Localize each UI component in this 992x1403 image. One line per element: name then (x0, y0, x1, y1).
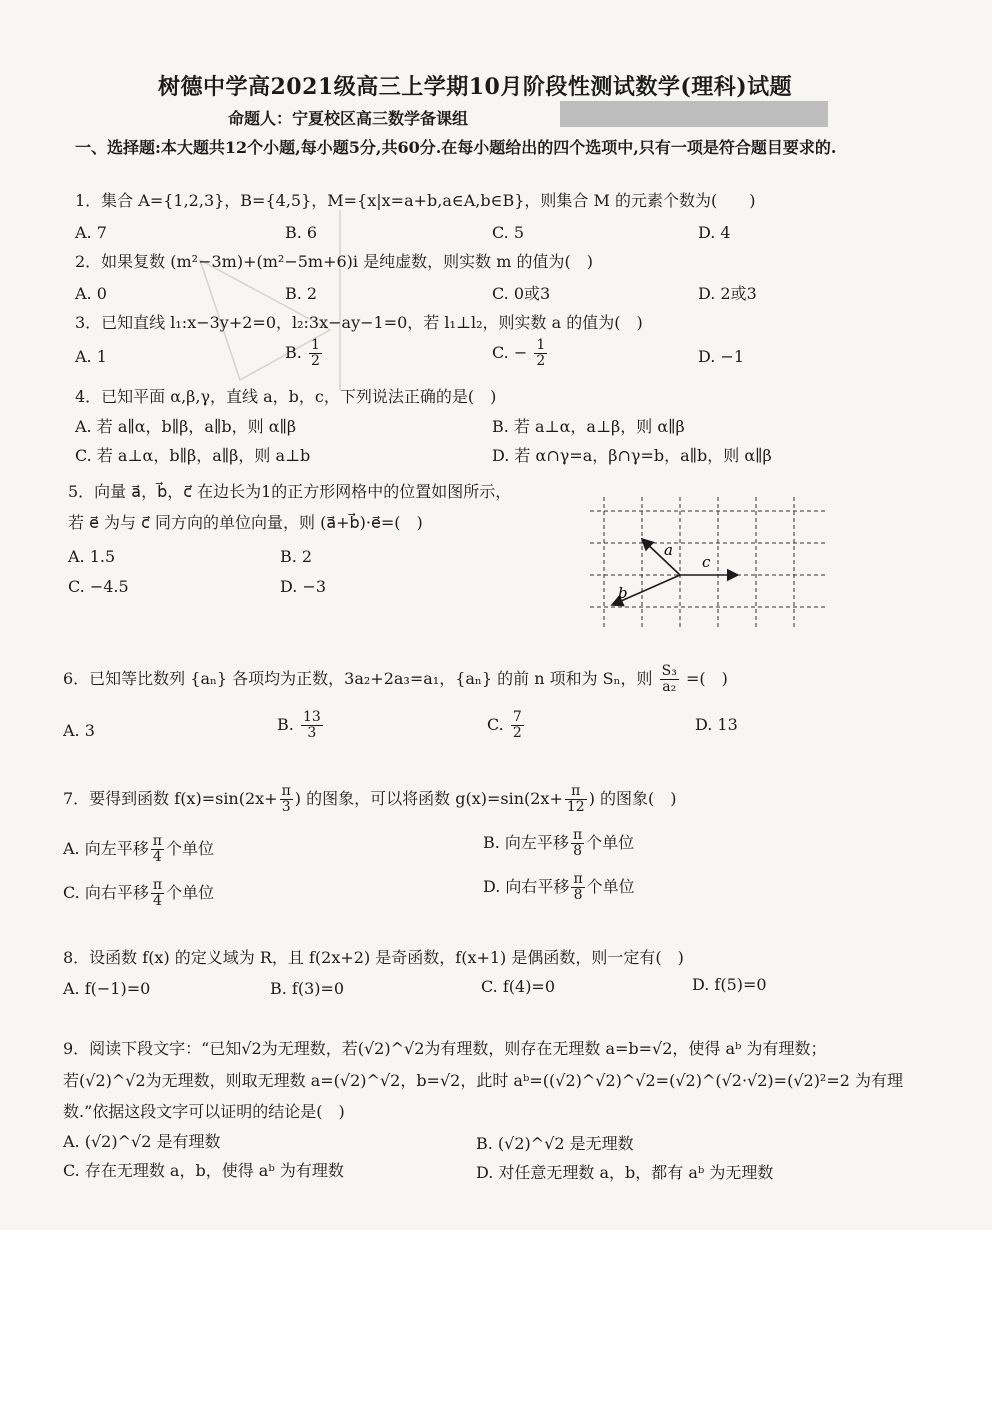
q5-option-b: B. 2 (280, 547, 313, 566)
q7-b-pre: B. 向左平移 (483, 833, 569, 852)
q3-b-den: 2 (310, 353, 320, 369)
q6-option-b-label: B. (277, 715, 294, 734)
q7-b-fraction (571, 828, 584, 859)
q9-option-d: D. 对任意无理数 a，b，都有 aᵇ 为无理数 (476, 1163, 774, 1182)
q7-b-num: π (572, 827, 583, 843)
q7-c-post: 个单位 (166, 883, 215, 902)
q1-option-a: A. 7 (75, 223, 107, 242)
q6-stem-den: a₂ (662, 679, 677, 695)
q5-option-a: A. 1.5 (68, 547, 116, 566)
q7-stem-mid: ) 的图象，可以将函数 g(x)=sin(2x+ (294, 789, 563, 808)
q1-stem: 1．集合 A={1,2,3}，B={4,5}，M={x|x=a+b,a∈A,b∈B}，则集合 M 的元素个数为( ) (75, 191, 756, 210)
q8-stem: 8．设函数 f(x) 的定义域为 R，且 f(2x+2) 是奇函数，f(x+1) 是偶函数，则一定有( ) (63, 948, 684, 967)
q1-option-c: C. 5 (492, 223, 525, 242)
q3-option-b-fraction (309, 338, 322, 369)
q6-option-b (277, 710, 325, 741)
q7-a-num: π (152, 833, 162, 849)
q7-stem-end: ) 的图象( ) (588, 789, 677, 808)
q6-option-a: A. 3 (63, 721, 95, 740)
q2-option-d: D. 2或3 (698, 284, 757, 303)
redaction-bar (560, 101, 828, 127)
vector-grid-figure (590, 497, 828, 629)
q7-stem-d1: 3 (281, 799, 291, 815)
q6-stem-fraction (660, 664, 679, 695)
q6-option-d: D. 13 (695, 715, 738, 734)
q3-option-c-label: C. − (492, 343, 528, 362)
q8-option-a: A. f(−1)=0 (63, 979, 151, 998)
q6-stem (63, 664, 728, 695)
q6-b-num: 13 (302, 709, 321, 725)
q4-option-b: B. 若 a⊥α，a⊥β，则 α∥β (492, 417, 685, 436)
q4-option-c: C. 若 a⊥α，b∥β，a∥β，则 a⊥b (75, 446, 311, 465)
q7-a-fraction (151, 834, 164, 865)
q7-stem-n1: π (281, 783, 291, 799)
q8-option-b: B. f(3)=0 (270, 979, 345, 998)
blank-margin (0, 1230, 992, 1403)
q7-option-b (483, 828, 634, 859)
vector-a-label: a (664, 541, 673, 559)
q6-c-num: 7 (512, 709, 522, 725)
q7-c-den: 4 (153, 893, 162, 909)
q4-option-d: D. 若 α∩γ=a，β∩γ=b，a∥b，则 α∥β (492, 446, 772, 465)
q3-c-den: 2 (536, 353, 546, 369)
q3-option-b-label: B. (285, 343, 302, 362)
q4-stem: 4．已知平面 α,β,γ，直线 a，b，c，下列说法正确的是( ) (75, 387, 497, 406)
q9-option-a: A. (√2)^√2 是有理数 (63, 1132, 221, 1151)
q7-b-den: 8 (573, 843, 582, 859)
q7-c-fraction (151, 878, 164, 909)
q6-option-c (487, 710, 526, 741)
q9-option-c: C. 存在无理数 a，b，使得 aᵇ 为有理数 (63, 1161, 344, 1180)
q6-option-b-fraction (301, 710, 323, 741)
q3-option-c-fraction (534, 338, 547, 369)
q7-stem (63, 784, 677, 815)
q5-option-d: D. −3 (280, 577, 327, 596)
q7-a-pre: A. 向左平移 (63, 839, 149, 858)
q6-option-c-label: C. (487, 715, 504, 734)
q2-option-a: A. 0 (75, 284, 107, 303)
q7-stem-n2: π (565, 784, 587, 800)
q6-stem-end: =( ) (685, 669, 728, 688)
q7-option-c (63, 878, 214, 909)
q2-option-c: C. 0或3 (492, 284, 551, 303)
q5-stem-line2: 若 e⃗ 为与 c⃗ 同方向的单位向量，则 (a⃗+b⃗)·e⃗=( ) (68, 513, 423, 532)
q9-line3: 数.”依据这段文字可以证明的结论是( ) (63, 1102, 345, 1121)
q6-c-den: 2 (512, 725, 522, 741)
q7-d-pre: D. 向右平移 (483, 877, 570, 896)
q9-line1: 9．阅读下段文字：“已知√2为无理数，若(√2)^√2为有理数，则存在无理数 a=b=√2，使得 aᵇ 为有理数； (63, 1039, 827, 1058)
vector-c-label: c (702, 553, 711, 571)
q2-option-b: B. 2 (285, 284, 318, 303)
q7-stem-text: 7．要得到函数 f(x)=sin(2x+ (63, 789, 278, 808)
vector-b-label: b (618, 584, 628, 602)
q8-option-d: D. f(5)=0 (692, 975, 767, 994)
q9-line2: 若(√2)^√2为无理数，则取无理数 a=(√2)^√2，b=√2，此时 aᵇ=((√2)^√2)^√2=(√2)^(√2·√2)=(√2)²=2 为有理 (63, 1071, 904, 1090)
q3-stem: 3．已知直线 l₁:x−3y+2=0，l₂:3x−ay−1=0，若 l₁⊥l₂，则实数 a 的值为( ) (75, 313, 643, 332)
q6-stem-text: 6．已知等比数列 {aₙ} 各项均为正数，3a₂+2a₃=a₁，{aₙ} 的前 n 项和为 Sₙ，则 (63, 669, 653, 688)
exam-setter: 命题人：宁夏校区高三数学备课组 (228, 109, 469, 128)
q3-b-num: 1 (310, 337, 320, 353)
exam-title: 树德中学高2021级高三上学期10月阶段性测试数学(理科)试题 (158, 74, 793, 100)
q3-option-b (285, 338, 324, 369)
q9-option-b: B. (√2)^√2 是无理数 (476, 1134, 634, 1153)
q7-c-pre: C. 向右平移 (63, 883, 149, 902)
q7-stem-d2: 12 (566, 799, 585, 815)
q4-option-a: A. 若 a∥α，b∥β，a∥b，则 α∥β (75, 417, 297, 436)
q7-b-post: 个单位 (586, 833, 635, 852)
q7-stem-fraction-2 (565, 784, 587, 815)
bleed-through-sketch (180, 200, 380, 400)
q7-stem-fraction-1 (280, 784, 293, 815)
q7-option-d (483, 872, 635, 903)
q7-c-num: π (152, 877, 163, 893)
q8-option-c: C. f(4)=0 (481, 977, 556, 996)
q7-d-den: 8 (573, 887, 583, 903)
q6-option-c-fraction (511, 710, 524, 741)
q3-c-num: 1 (536, 337, 546, 353)
q5-stem-line1: 5．向量 a⃗，b⃗，c⃗ 在边长为1的正方形网格中的位置如图所示， (68, 482, 512, 501)
q7-d-num: π (573, 871, 583, 887)
q7-a-post: 个单位 (165, 839, 214, 858)
q6-b-den: 3 (307, 725, 317, 741)
q6-stem-num: S₃ (661, 663, 677, 679)
q1-option-b: B. 6 (285, 223, 318, 242)
q1-option-d: D. 4 (698, 223, 731, 242)
q2-stem: 2．如果复数 (m²−3m)+(m²−5m+6)i 是纯虚数，则实数 m 的值为( ) (75, 252, 593, 271)
q3-option-c (492, 338, 549, 369)
q3-option-d: D. −1 (698, 347, 745, 366)
q3-option-a: A. 1 (75, 347, 107, 366)
vector-a-arrow (642, 539, 680, 575)
q7-a-den: 4 (152, 849, 162, 865)
q7-option-a (63, 834, 214, 865)
q7-d-fraction (571, 872, 584, 903)
q5-option-c: C. −4.5 (68, 577, 129, 596)
q7-d-post: 个单位 (586, 877, 635, 896)
section-heading: 一、选择题:本大题共12个小题,每小题5分,共60分.在每小题给出的四个选项中,只有一项是符合题目要求的. (75, 138, 837, 157)
